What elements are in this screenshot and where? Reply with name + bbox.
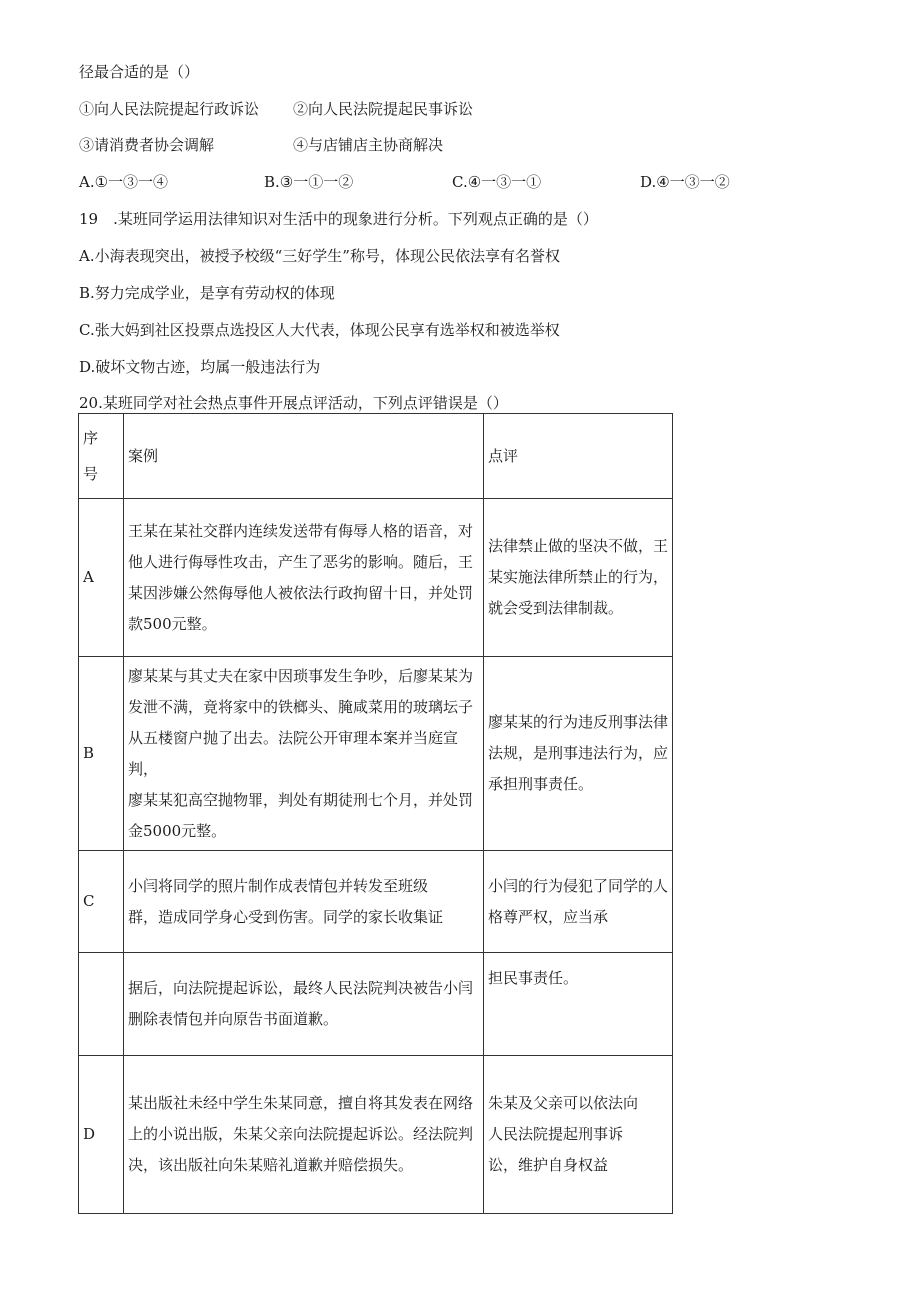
q18-route-2: ②向人民法院提起民事诉讼	[293, 100, 474, 118]
case-line: 上的小说出版，朱某父亲向法院提起诉讼。经法院判	[128, 1125, 474, 1143]
case-line: 发泄不满，竟将家中的铁榔头、腌咸菜用的玻璃坛子	[128, 697, 474, 716]
case-line: 某因涉嫌公然侮辱他人被依法行政拘留十日，并处罚	[128, 583, 474, 602]
case-line: 他人进行侮辱性攻击，产生了恶劣的影响。随后，王	[128, 552, 474, 571]
comment-line: 担民事责任。	[488, 969, 579, 987]
q18-stem-tail: 径最合适的是（）	[79, 63, 200, 81]
case-line: 金5000元整。	[128, 821, 227, 840]
row-case	[124, 851, 484, 953]
case-line: 删除表情包并向原告书面道歉。	[128, 1010, 339, 1028]
row-comment	[484, 657, 673, 851]
row-number: A	[79, 499, 124, 657]
row-case	[124, 657, 484, 851]
comment-line: 某实施法律所禁止的行为，	[488, 568, 669, 586]
comment-line: 法规，是刑事违法行为，应	[488, 744, 669, 762]
case-line: 据后，向法院提起诉讼，最终人民法院判决被告小闫	[128, 979, 474, 997]
case-line: 群，造成同学身心受到伤害。同学的家长收集证	[128, 907, 444, 926]
row-number: C	[79, 851, 124, 953]
row-case	[124, 499, 484, 657]
header-comment: 点评	[484, 414, 673, 499]
case-line: 某出版社未经中学生朱某同意，擅自将其发表在网络	[128, 1094, 474, 1112]
header-case: 案例	[124, 414, 484, 499]
comment-line: 廖某某的行为违反刑事法律	[488, 713, 669, 731]
q20-table	[78, 413, 673, 1214]
comment-line: 就会受到法律制裁。	[488, 599, 624, 617]
row-case	[124, 953, 484, 1056]
comment-line: 小闫的行为侵犯了同学的人	[488, 876, 669, 895]
q18-option-c: C.④一③一①	[452, 173, 542, 191]
q19-option-d: D.破坏文物古迹，均属一般违法行为	[79, 358, 321, 376]
table-row	[79, 657, 673, 851]
case-line: 王某在某社交群内连续发送带有侮辱人格的语音，对	[128, 521, 474, 540]
row-number: D	[79, 1056, 124, 1214]
q18-option-d: D.④一③一②	[640, 173, 730, 191]
q19-option-a: A.小海表现突出，被授予校级“三好学生”称号，体现公民依法享有名誉权	[79, 247, 560, 265]
q18-option-b: B.③一①一②	[264, 173, 354, 191]
comment-line: 人民法院提起刑事诉	[488, 1125, 624, 1143]
header-number-line1: 序	[83, 429, 99, 447]
table-row	[79, 851, 673, 953]
row-comment	[484, 953, 673, 1056]
q18-option-a: A.①一③一④	[79, 173, 169, 191]
row-number	[79, 953, 124, 1056]
row-number: B	[79, 657, 124, 851]
comment-line: 讼，维护自身权益	[488, 1156, 609, 1174]
case-line: 廖某某与其丈夫在家中因琐事发生争吵，后廖某某为	[128, 666, 474, 685]
q18-route-4: ④与店铺店主协商解决	[293, 136, 444, 154]
q18-route-1: ①向人民法院提起行政诉讼	[79, 100, 260, 118]
comment-line: 承担刑事责任。	[488, 775, 594, 793]
row-comment	[484, 499, 673, 657]
header-number-line2: 号	[83, 465, 99, 483]
row-case	[124, 1056, 484, 1214]
case-line: 款500元整。	[128, 614, 217, 633]
case-line: 廖某某犯高空抛物罪，判处有期徒刑七个月，并处罚	[128, 790, 474, 809]
q19-stem: 19 .某班同学运用法律知识对生活中的现象进行分析。下列观点正确的是（）	[79, 210, 598, 228]
case-line: 小闫将同学的照片制作成表情包并转发至班级	[128, 876, 429, 895]
q19-option-c: C.张大妈到社区投票点选投区人大代表，体现公民享有选举权和被选举权	[79, 321, 560, 339]
table-row	[79, 1056, 673, 1214]
table-row	[79, 499, 673, 657]
table-header-row	[79, 414, 673, 499]
header-number	[79, 414, 124, 499]
table-row	[79, 953, 673, 1056]
q18-route-3: ③请消费者协会调解	[79, 136, 215, 154]
comment-line: 法律禁止做的坚决不做，王	[488, 537, 669, 555]
comment-line: 格尊严权，应当承	[488, 907, 609, 926]
case-line: 从五楼窗户抛了出去。法院公开审理本案并当庭宣判，	[128, 728, 459, 778]
case-line: 决，该出版社向朱某赔礼道歉并赔偿损失。	[128, 1156, 414, 1174]
q20-stem: 20.某班同学对社会热点事件开展点评活动，下列点评错误是（）	[79, 394, 508, 412]
q19-option-b: B.努力完成学业，是享有劳动权的体现	[79, 284, 335, 302]
row-comment	[484, 851, 673, 953]
comment-line: 朱某及父亲可以依法向	[488, 1094, 639, 1112]
row-comment	[484, 1056, 673, 1214]
